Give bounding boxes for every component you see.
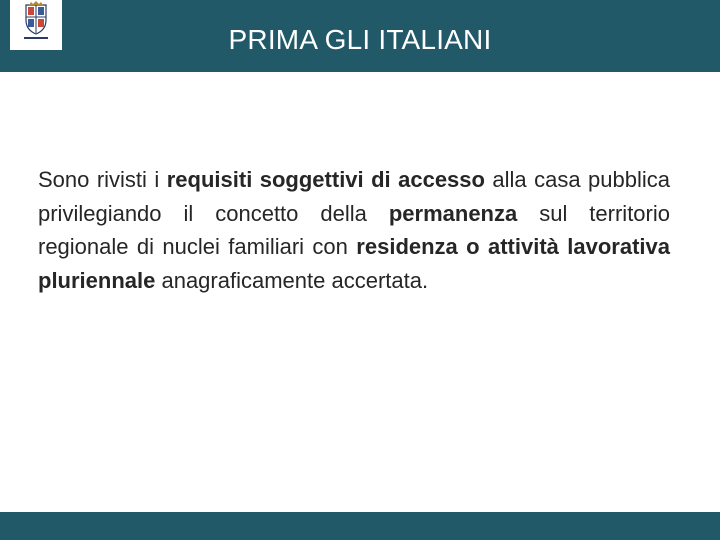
- text-run: sul territorio regionale di nuclei familiari con: [38, 200, 670, 259]
- text-run: Sono rivisti i: [38, 167, 167, 192]
- regional-coat-of-arms-icon: [10, 0, 62, 50]
- header-bar: [0, 0, 720, 72]
- bold-text-run: residenza o attività lavorativa pluriennale: [38, 234, 671, 293]
- body-paragraph: [38, 163, 670, 297]
- footer-bar: [0, 512, 720, 540]
- page-title: PRIMA GLI ITALIANI: [228, 24, 492, 55]
- bold-text-run: requisiti soggettivi di accesso: [166, 167, 485, 192]
- bold-text-run: permanenza: [388, 200, 518, 226]
- text-run: anagraficamente accertata.: [155, 267, 429, 293]
- text-run: alla casa pubblica privilegiando il concetto della: [38, 167, 670, 226]
